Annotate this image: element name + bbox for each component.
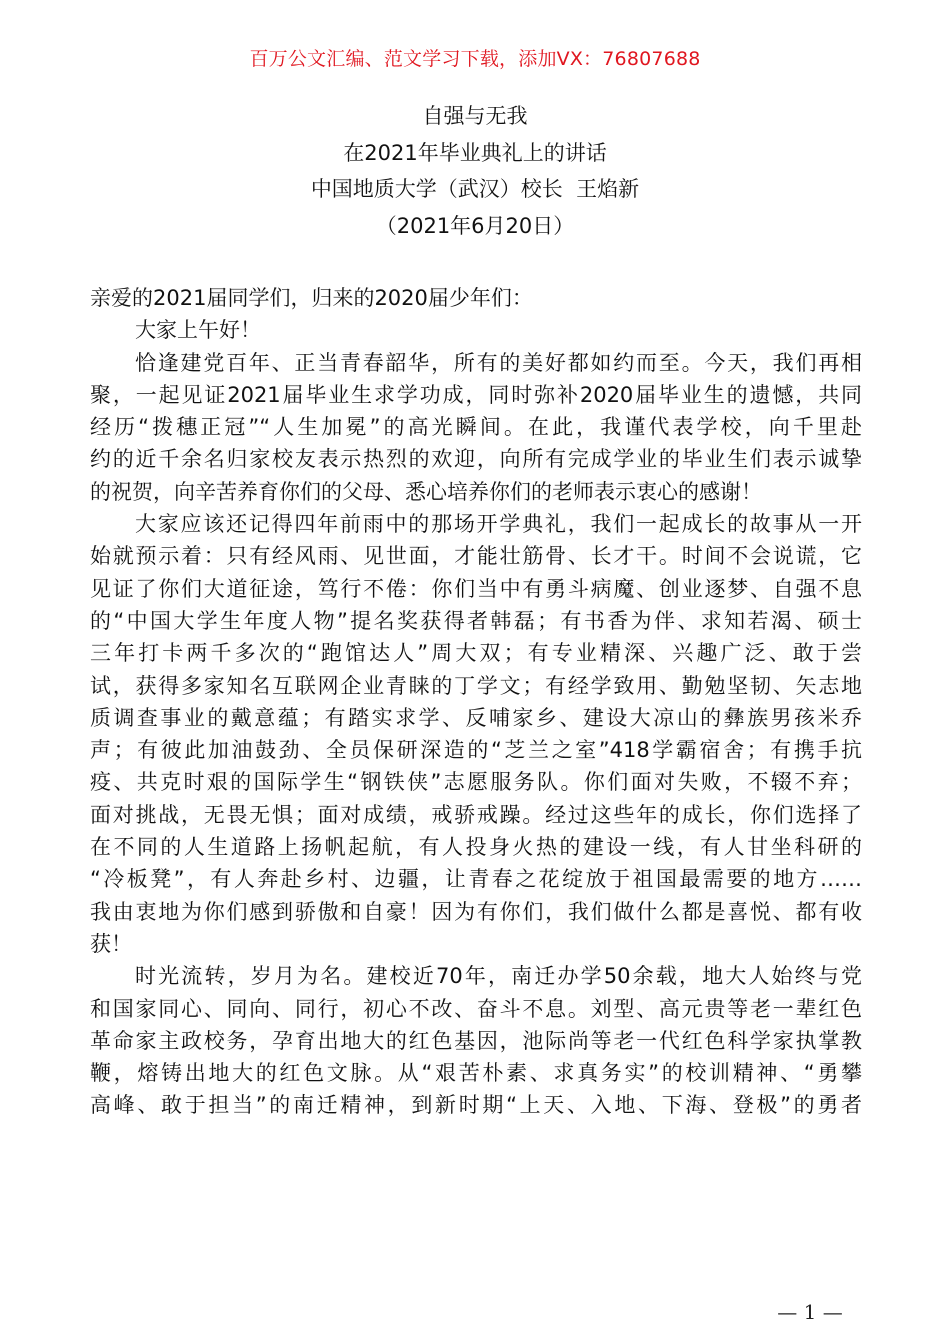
greeting: 大家上午好！: [135, 318, 261, 343]
paragraph-line: 大家应该还记得四年前雨中的那场开学典礼，我们一起成长的故事从一开: [135, 512, 862, 537]
paragraph-line: 约的近千余名归家校友表示热烈的欢迎，向所有完成学业的毕业生们表示诚挚: [90, 447, 862, 472]
paragraph-line: 试，获得多家知名互联网企业青睐的丁学文；有经学致用、勤勉坚韧、矢志地: [90, 673, 862, 698]
speech-body: [90, 282, 862, 1122]
paragraph-line: 革命家主政校务，孕育出地大的红色基因，池际尚等老一代红色科学家执掌教: [90, 1028, 862, 1053]
paragraph-line: 时光流转，岁月为名。建校近70年，南迁办学50余载，地大人始终与党: [135, 964, 862, 989]
paragraph-line: 质调查事业的戴意蕴；有踏实求学、反哺家乡、建设大凉山的彝族男孩米乔: [90, 705, 862, 730]
paragraph-line: 的祝贺，向辛苦养育你们的父母、悉心培养你们的老师表示衷心的感谢！: [90, 479, 762, 504]
paragraph-line: 面对挑战，无畏无惧；面对成绩，戒骄戒躁。经过这些年的成长，你们选择了: [90, 802, 862, 827]
paragraph-line: 始就预示着：只有经风雨、见世面，才能壮筋骨、长才干。时间不会说谎，它: [90, 544, 862, 569]
paragraph-1: [90, 347, 862, 508]
paragraph-line: 疫、共克时艰的国际学生“钢铁侠”志愿服务队。你们面对失败，不辍不弃；: [90, 770, 862, 795]
page-number: — 1 —: [777, 1300, 843, 1324]
speech-date: （2021年6月20日）: [375, 213, 575, 238]
salutation: 亲爱的2021届同学们，归来的2020届少年们：: [90, 286, 533, 310]
paragraph-line: 在不同的人生道路上扬帆起航，有人投身火热的建设一线，有人甘坐科研的: [90, 835, 862, 860]
paragraph-line: 恰逢建党百年、正当青春韶华，所有的美好都如约而至。今天，我们再相: [135, 350, 862, 375]
paragraph-line: 三年打卡两千多次的“跑馆达人”周大双；有专业精深、兴趣广泛、敢于尝: [90, 641, 862, 666]
paragraph-line: 聚，一起见证2021届毕业生求学功成，同时弥补2020届毕业生的遗憾，共同: [90, 382, 862, 407]
paragraph-line: 鞭，熔铸出地大的红色文脉。从“艰苦朴素、求真务实”的校训精神、“勇攀: [90, 1061, 862, 1086]
paragraph-line: 的“中国大学生年度人物”提名奖获得者韩磊；有书香为伴、求知若渴、硕士: [90, 608, 862, 633]
title-block: [0, 98, 950, 244]
paragraph-line: 我由衷地为你们感到骄傲和自豪！因为有你们，我们做什么都是喜悦、都有收: [90, 899, 862, 924]
watermark-banner: 百万公文汇编、范文学习下载，添加VX：76807688: [249, 48, 701, 70]
paragraph-line: “冷板凳”，有人奔赴乡村、边疆，让青春之花绽放于祖国最需要的地方……: [90, 867, 862, 892]
paragraph-line: 声；有彼此加油鼓劲、全员保研深造的“芝兰之室”418学霸宿舍；有携手抗: [90, 738, 862, 763]
document-subtitle: 在2021年毕业典礼上的讲话: [343, 140, 607, 165]
paragraph-line: 和国家同心、同向、同行，初心不改、奋斗不息。刘型、高元贵等老一辈红色: [90, 996, 862, 1021]
paragraph-3: [90, 960, 862, 1121]
paragraph-line: 经历“拨穗正冠”“人生加冕”的高光瞬间。在此，我谨代表学校，向千里赴: [90, 415, 862, 440]
speaker-line: 中国地质大学（武汉）校长 王焰新: [310, 177, 640, 201]
document-title: 自强与无我: [422, 104, 528, 128]
paragraph-line: 获！: [90, 931, 132, 956]
paragraph-line: 见证了你们大道征途，笃行不倦：你们当中有勇斗病魔、创业逐梦、自强不息: [90, 576, 862, 601]
paragraph-line: 高峰、敢于担当”的南迁精神，到新时期“上天、入地、下海、登极”的勇者: [90, 1093, 862, 1118]
paragraph-2: [90, 508, 862, 960]
